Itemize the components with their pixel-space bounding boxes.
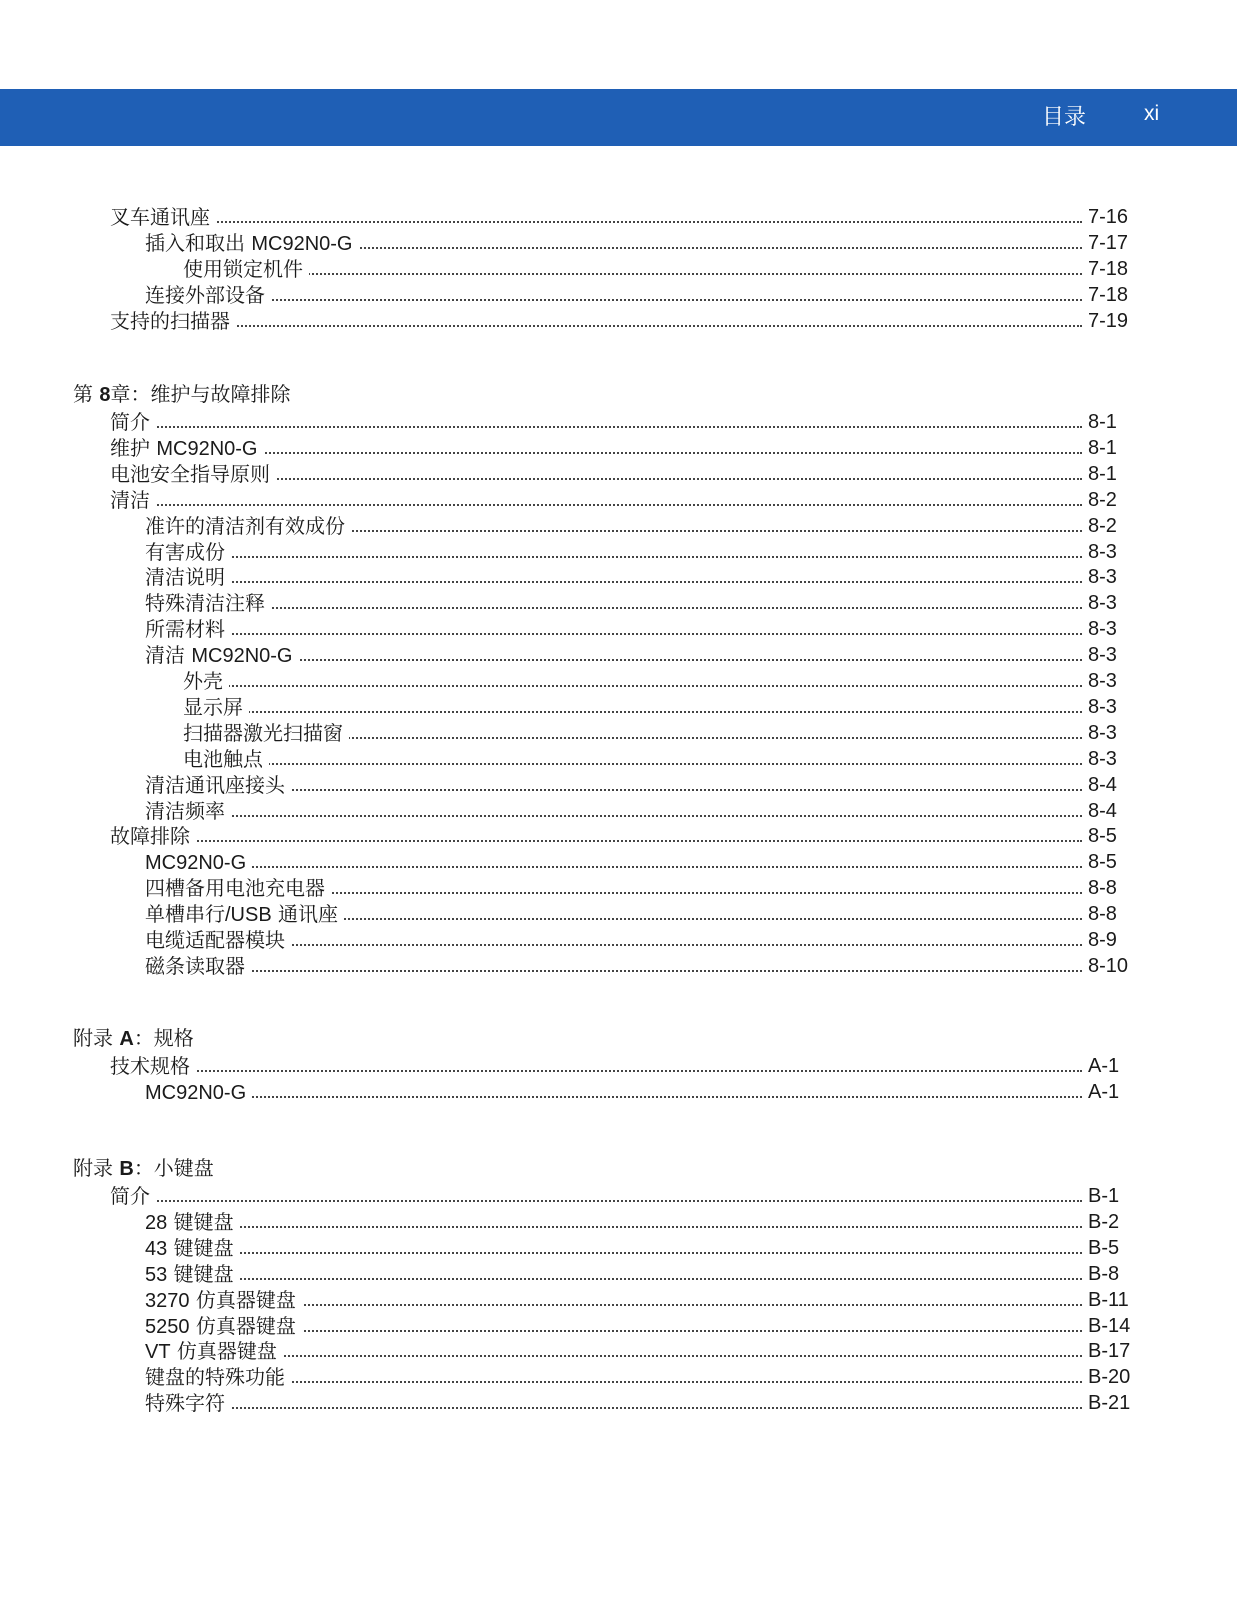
toc-entry[interactable] [183,746,1140,772]
dot-leader [110,840,1082,842]
toc-entry-label: 清洁 MC92N0-G [145,643,299,667]
toc-entry-page: 8-5 [1088,823,1140,849]
toc-entry-label: 叉车通讯座 [110,205,216,229]
toc-entry-page: 7-16 [1088,204,1140,230]
toc-entry[interactable] [110,823,1140,849]
chapter-heading-text: 章：维护与故障排除 [110,382,291,406]
toc-entry[interactable] [145,282,1140,308]
header-page-number: xi [1144,102,1160,125]
toc-entry-label: MC92N0-G [145,1080,252,1104]
toc-entry-page: 8-1 [1088,435,1140,461]
toc-entry-page: 7-17 [1088,230,1140,256]
toc-entry-label: 28 键键盘 [145,1210,240,1234]
toc-entry-page: 8-3 [1088,539,1140,565]
chapter-heading-prefix: 第 [73,382,100,406]
toc-entry-page: 8-1 [1088,461,1140,487]
toc-entry-label: 3270 仿真器键盘 [145,1288,302,1312]
toc-entry-label: VT 仿真器键盘 [145,1339,283,1363]
toc-entry-label: 电缆适配器模块 [145,928,291,952]
toc-entry[interactable] [145,1338,1140,1364]
toc-entry-label: 电池触点 [183,747,269,771]
dot-leader [145,1407,1082,1409]
dot-leader [110,426,1082,428]
dot-leader [183,763,1082,765]
toc-entry[interactable] [110,461,1140,487]
dot-leader [145,633,1082,635]
toc-entry[interactable] [145,1261,1140,1287]
toc-entry-page: B-5 [1088,1235,1140,1261]
chapter-heading-number: B [119,1158,134,1180]
toc-entry-label: 特殊清洁注释 [145,591,271,615]
chapter-heading-number: A [119,1028,134,1050]
toc-entry-page: 8-3 [1088,694,1140,720]
toc-entry-page: 8-10 [1088,953,1140,979]
chapter-heading-text: ：规格 [133,1026,194,1050]
dot-leader [145,581,1082,583]
toc-entry-page: B-1 [1088,1183,1140,1209]
toc-entry[interactable] [110,1183,1140,1209]
chapter-heading-number: 8 [99,384,111,406]
toc-entry-label: 简介 [110,1184,156,1208]
toc-entry-label: MC92N0-G [145,850,252,874]
toc-entry-label: 清洁 [110,488,156,512]
toc-entry-label: 43 键键盘 [145,1236,240,1260]
toc-entry-page: 8-3 [1088,668,1140,694]
toc-entry-page: 8-5 [1088,849,1140,875]
toc-entry-label: 清洁通讯座接头 [145,773,291,797]
chapter-heading-prefix: 附录 [73,1156,120,1180]
toc-entry-page: 8-8 [1088,901,1140,927]
toc-entry-label: 外壳 [183,669,229,693]
toc-entry[interactable] [145,798,1140,824]
toc-entry[interactable] [145,539,1140,565]
toc-entry-label: 电池安全指导原则 [110,462,276,486]
chapter-heading [73,381,290,408]
toc-entry-label: 清洁频率 [145,799,231,823]
toc-entry-page: 7-18 [1088,282,1140,308]
toc-entry[interactable] [110,435,1140,461]
toc-entry-label: 53 键键盘 [145,1262,240,1286]
toc-entry-page: 8-4 [1088,798,1140,824]
chapter-heading-text: ：小键盘 [133,1156,214,1180]
toc-entry[interactable] [110,204,1140,230]
dot-leader [145,1226,1082,1228]
dot-leader [183,685,1082,687]
toc-entry-page: 8-3 [1088,616,1140,642]
toc-entry-label: 5250 仿真器键盘 [145,1314,302,1338]
toc-entry-page: B-11 [1088,1287,1140,1313]
toc-entry-label: 使用锁定机件 [183,257,309,281]
toc-entry-page: B-21 [1088,1390,1140,1416]
toc-entry-label: 键盘的特殊功能 [145,1365,291,1389]
toc-entry-page: B-20 [1088,1364,1140,1390]
toc-entry-page: B-17 [1088,1338,1140,1364]
dot-leader [145,1096,1082,1098]
toc-entry[interactable] [145,642,1140,668]
toc-entry[interactable] [145,513,1140,539]
toc-entry[interactable] [183,256,1140,282]
toc-entry[interactable] [110,487,1140,513]
toc-entry[interactable] [145,1287,1140,1313]
toc-entry-page: B-14 [1088,1313,1140,1339]
toc-entry[interactable] [183,668,1140,694]
toc-entry[interactable] [183,720,1140,746]
toc-entry-label: 支持的扫描器 [110,309,236,333]
toc-entry[interactable] [145,772,1140,798]
toc-entry[interactable] [145,1209,1140,1235]
toc-entry-label: 显示屏 [183,695,249,719]
toc-entry-label: 故障排除 [110,824,196,848]
toc-entry-page: 8-8 [1088,875,1140,901]
dot-leader [110,325,1082,327]
toc-entry-page: 8-9 [1088,927,1140,953]
toc-entry-page: B-2 [1088,1209,1140,1235]
chapter-heading [73,1025,194,1052]
toc-entry-label: 所需材料 [145,617,231,641]
toc-entry[interactable] [145,564,1140,590]
toc-entry[interactable] [145,953,1140,979]
toc-entry[interactable] [145,1313,1140,1339]
dot-leader [145,815,1082,817]
toc-entry-page: A-1 [1088,1079,1140,1105]
dot-leader [145,866,1082,868]
toc-entry-label: 维护 MC92N0-G [110,436,264,460]
toc-entry[interactable] [145,616,1140,642]
toc-entry-page: A-1 [1088,1053,1140,1079]
toc-entry-label: 技术规格 [110,1054,196,1078]
toc-entry[interactable] [183,694,1140,720]
toc-entry[interactable] [145,590,1140,616]
toc-entry-page: 8-3 [1088,720,1140,746]
toc-entry-page: 8-2 [1088,513,1140,539]
dot-leader [110,1200,1082,1202]
toc-entry-label: 简介 [110,410,156,434]
toc-entry-page: 8-2 [1088,487,1140,513]
chapter-heading [73,1155,214,1182]
toc-entry-page: 8-3 [1088,642,1140,668]
dot-leader [110,221,1082,223]
dot-leader [145,1252,1082,1254]
toc-entry-page: 7-19 [1088,308,1140,334]
dot-leader [145,1278,1082,1280]
toc-entry-page: 7-18 [1088,256,1140,282]
toc-entry-page: 8-4 [1088,772,1140,798]
chapter-heading-prefix: 附录 [73,1026,120,1050]
toc-entry[interactable] [145,875,1140,901]
toc-entry-label: 插入和取出 MC92N0-G [145,231,359,255]
toc-entry-page: 8-3 [1088,590,1140,616]
toc-entry-label: 清洁说明 [145,565,231,589]
toc-entry[interactable] [145,1390,1140,1416]
dot-leader [145,1355,1082,1357]
toc-entry-label: 四槽备用电池充电器 [145,876,331,900]
toc-entry-page: B-8 [1088,1261,1140,1287]
dot-leader [145,607,1082,609]
toc-entry[interactable] [145,230,1140,256]
toc-entry-label: 单槽串行/USB 通讯座 [145,902,344,926]
dot-leader [183,273,1082,275]
toc-entry-label: 磁条读取器 [145,954,251,978]
toc-entry-label: 准许的清洁剂有效成份 [145,514,351,538]
dot-leader [110,1070,1082,1072]
toc-entry-label: 有害成份 [145,540,231,564]
dot-leader [145,556,1082,558]
toc-entry-page: 8-1 [1088,409,1140,435]
toc-entry[interactable] [110,308,1140,334]
toc-entry[interactable] [110,1053,1140,1079]
toc-entry-label: 连接外部设备 [145,283,271,307]
toc-entry-label: 扫描器激光扫描窗 [183,721,349,745]
toc-entry[interactable] [145,901,1140,927]
header-title: 目录 [1042,105,1087,130]
toc-entry[interactable] [145,1235,1140,1261]
toc-entry[interactable] [145,1364,1140,1390]
toc-entry[interactable] [110,409,1140,435]
dot-leader [145,299,1082,301]
toc-entry-label: 特殊字符 [145,1391,231,1415]
toc-entry[interactable] [145,1079,1140,1105]
toc-entry-page: 8-3 [1088,746,1140,772]
dot-leader [110,504,1082,506]
dot-leader [183,711,1082,713]
dot-leader [145,970,1082,972]
toc-entry-page: 8-3 [1088,564,1140,590]
toc-entry[interactable] [145,927,1140,953]
toc-entry[interactable] [145,849,1140,875]
